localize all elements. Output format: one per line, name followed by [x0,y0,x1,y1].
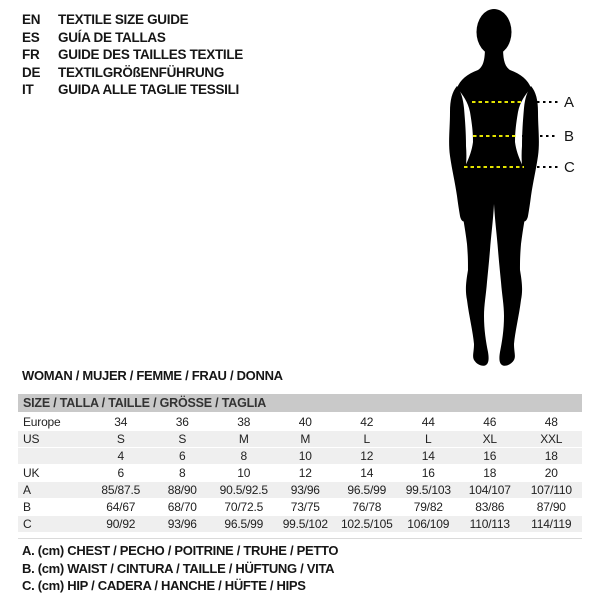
table-row [18,482,582,499]
size-cell: 99.5/102 [275,516,337,533]
size-cell: S [90,431,152,448]
size-cell: 104/107 [459,482,521,499]
size-cell: 73/75 [275,499,337,516]
size-cell: 102.5/105 [336,516,398,533]
size-cell: 6 [152,448,214,465]
language-code: ES [22,29,40,45]
size-cell: 68/70 [152,499,214,516]
size-cell: 6 [90,465,152,482]
row-label: US [18,431,90,448]
row-label: C [18,516,90,533]
silhouette-body [457,46,531,366]
size-cell: 44 [398,414,460,431]
size-cell: XL [459,431,521,448]
silhouette-left-arm [449,86,466,221]
size-cell: 90.5/92.5 [213,482,275,499]
language-row [22,11,243,29]
table-row [18,516,582,533]
size-cell: M [213,431,275,448]
row-label [18,448,90,465]
measurement-legend [22,542,338,595]
size-cell: 14 [336,465,398,482]
size-cell: 18 [521,448,583,465]
size-table-header-row [18,394,582,414]
table-row [18,414,582,431]
size-table-body [18,414,582,533]
size-cell: 99.5/103 [398,482,460,499]
size-cell: 46 [459,414,521,431]
size-cell: 90/92 [90,516,152,533]
size-cell: 10 [275,448,337,465]
size-cell: 106/109 [398,516,460,533]
size-cell: 16 [398,465,460,482]
size-cell: 14 [398,448,460,465]
size-cell: 4 [90,448,152,465]
language-title: GUIDE DES TAILLES TEXTILE [58,47,244,62]
language-title: GUÍA DE TALLAS [58,29,166,45]
woman-silhouette-figure [400,0,600,390]
language-title: TEXTILGRÖßENFÜHRUNG [58,64,225,80]
size-cell: 70/72.5 [213,499,275,516]
size-cell: 10 [213,465,275,482]
size-cell: 110/113 [459,516,521,533]
size-cell: 87/90 [521,499,583,516]
table-row [18,465,582,482]
size-cell: 8 [152,465,214,482]
silhouette-right-arm [522,86,539,221]
size-cell: 18 [459,465,521,482]
size-cell: 20 [521,465,583,482]
size-cell: L [336,431,398,448]
legend-row: A. (cm) CHEST / PECHO / POITRINE / TRUHE / PETTO [22,543,339,558]
size-cell: 93/96 [275,482,337,499]
row-label: B [18,499,90,516]
language-code: DE [22,64,41,80]
language-code: EN [22,12,41,27]
language-row [22,64,243,82]
size-cell: 107/110 [521,482,583,499]
legend-row: C. (cm) HIP / CADERA / HANCHE / HÜFTE / HIPS [22,578,306,593]
size-cell: 40 [275,414,337,431]
row-label: Europe [18,414,90,431]
size-cell: XXL [521,431,583,448]
size-cell: 88/90 [152,482,214,499]
language-title: TEXTILE SIZE GUIDE [58,12,189,27]
waist-marker-label: B [564,128,575,145]
legend-row: B. (cm) WAIST / CINTURA / TAILLE / HÜFTUNG / VITA [22,560,335,576]
language-title: GUIDA ALLE TAGLIE TESSILI [58,82,239,97]
size-cell: 79/82 [398,499,460,516]
section-title: WOMAN / MUJER / FEMME / FRAU / DONNA [22,368,283,383]
size-cell: 42 [336,414,398,431]
language-list [22,11,243,99]
size-table [18,394,582,533]
table-row [18,448,582,465]
table-bottom-rule [18,538,582,539]
size-cell: 114/119 [521,516,583,533]
size-cell: 16 [459,448,521,465]
size-cell: 93/96 [152,516,214,533]
language-row [22,81,243,99]
size-cell: 8 [213,448,275,465]
size-cell: 12 [336,448,398,465]
row-label: UK [18,465,90,482]
language-code: IT [22,82,34,97]
size-cell: 38 [213,414,275,431]
size-cell: 34 [90,414,152,431]
size-cell: S [152,431,214,448]
size-cell: 12 [275,465,337,482]
size-cell: 96.5/99 [336,482,398,499]
size-cell: 85/87.5 [90,482,152,499]
woman-silhouette [400,0,600,390]
row-label: A [18,482,90,499]
size-cell: L [398,431,460,448]
size-cell: 76/78 [336,499,398,516]
size-cell: M [275,431,337,448]
size-cell: 64/67 [90,499,152,516]
size-cell: 96.5/99 [213,516,275,533]
chest-marker-label: A [564,94,575,111]
language-row [22,29,243,47]
size-cell: 83/86 [459,499,521,516]
table-row [18,499,582,516]
language-code: FR [22,47,40,62]
size-cell: 48 [521,414,583,431]
hip-marker-label: C [564,159,575,176]
size-table-header: SIZE / TALLA / TAILLE / GRÖSSE / TAGLIA [18,394,582,414]
size-cell: 36 [152,414,214,431]
table-row [18,431,582,448]
language-row [22,46,243,64]
